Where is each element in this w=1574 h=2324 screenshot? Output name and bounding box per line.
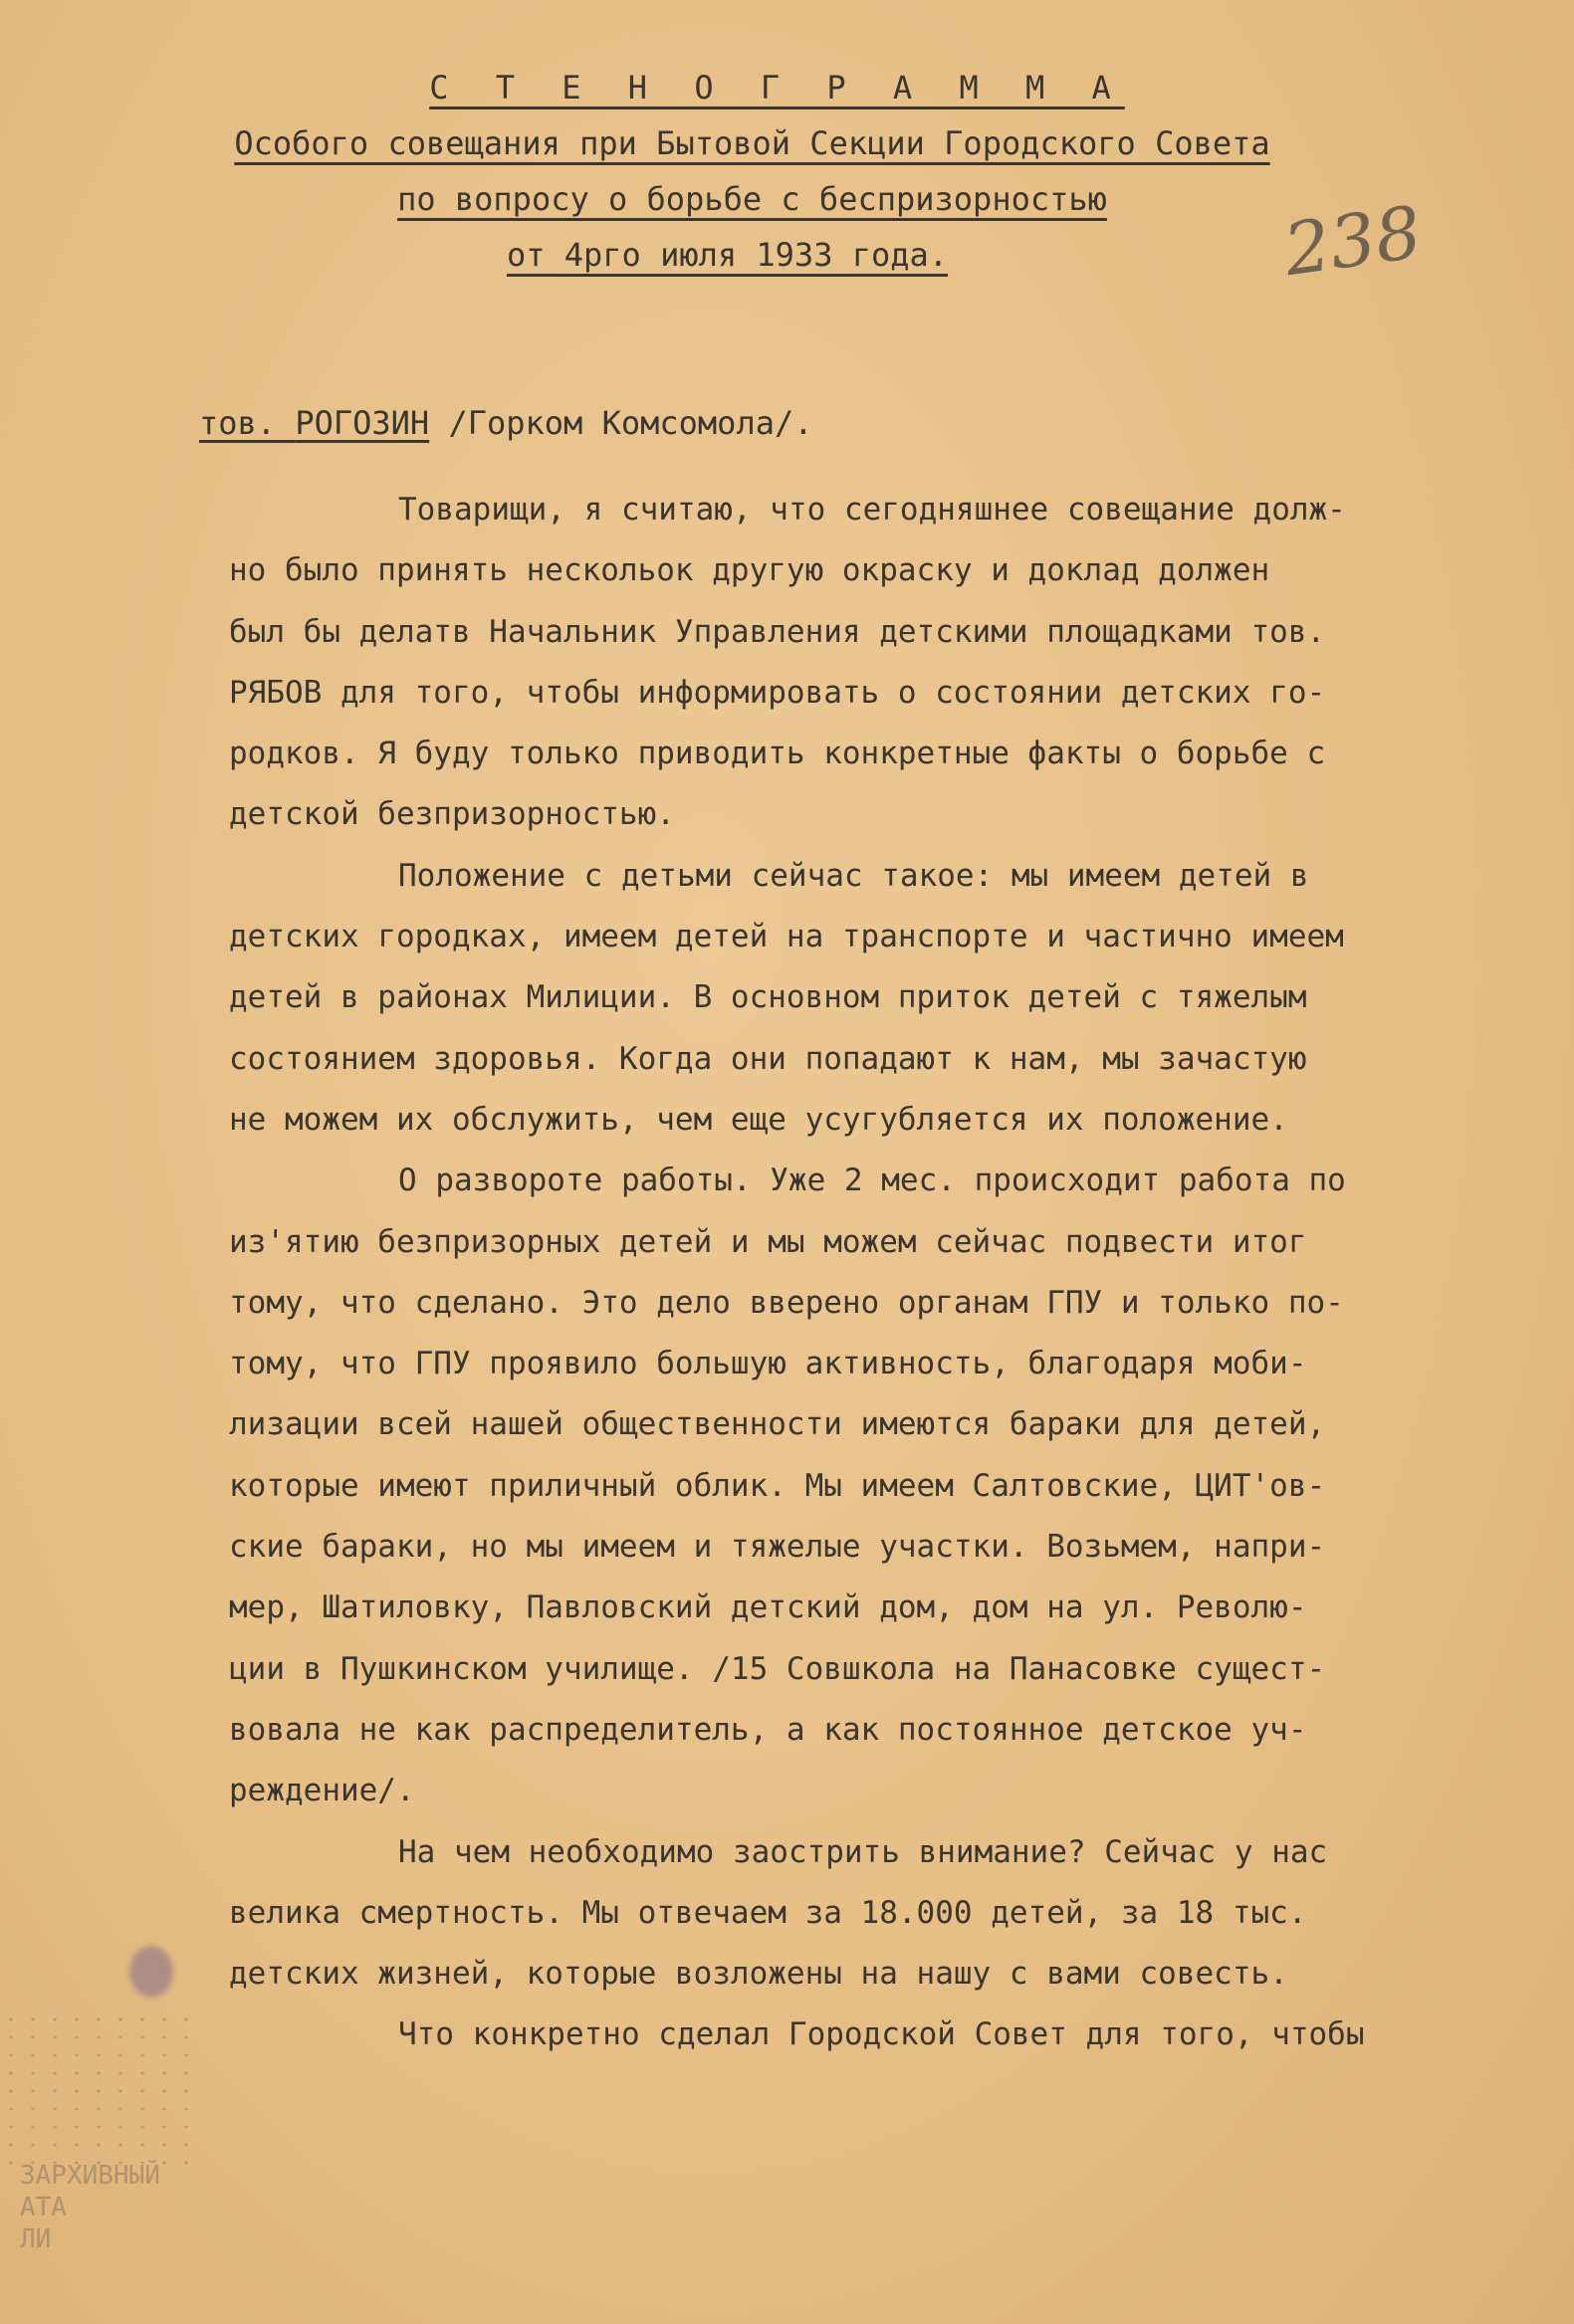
body-line: детей в районах Милиции. В основном приток детей с тяжелым [229, 979, 1307, 1016]
stamp-line: ЗАРХИВНЫЙ [20, 2161, 160, 2191]
body-line: которые имеют приличный облик. Мы имеем Салтовские, ЦИТ'ов- [229, 1467, 1326, 1504]
transcript-body [229, 480, 1543, 2066]
body-line: детских городках, имеем детей на транспорте и частично имеем [229, 919, 1344, 955]
body-line: ции в Пушкинском училище. /15 Совшкола на Панасовке сущест- [229, 1650, 1326, 1687]
document-date: от 4рго июля 1933 года. [506, 236, 949, 274]
document-subtitle-line-1: Особого совещания при Бытовой Секции Городского Совета [234, 124, 1270, 162]
body-line: детских жизней, которые возложены на нашу с вами совесть. [229, 1956, 1288, 1993]
body-line: мер, Шатиловку, Павловский детский дом, дом на ул. Револю- [229, 1589, 1307, 1626]
body-line: Положение с детьми сейчас такое: мы имеем детей в [398, 857, 1309, 894]
body-line: О развороте работы. Уже 2 мес. происходит работа по [398, 1162, 1346, 1199]
body-line: детской безпризорностью. [229, 796, 675, 833]
body-line: был бы делатв Начальник Управления детскими площадками тов. [229, 613, 1326, 650]
body-line: но было принять нескольок другую окраску и доклад должен [229, 552, 1270, 589]
document-subtitle-line-2: по вопросу о борьбе с беспризорностью [397, 180, 1107, 218]
speaker-prefix: тов. [199, 404, 277, 442]
body-line: тому, что сделано. Это дело вверено органам ГПУ и только по- [229, 1284, 1344, 1321]
body-line: Что конкретно сделал Городской Совет для того, чтобы [398, 2016, 1365, 2053]
body-line: из'ятию безпризорных детей и мы можем сейчас подвести итог [229, 1223, 1307, 1260]
document-title: С Т Е Н О Г Р А М М А [429, 69, 1125, 106]
handwritten-archive-number: 238 [1278, 189, 1427, 293]
ink-blot [129, 1946, 173, 1998]
body-line: На чем необходимо заострить внимание? Сейчас у нас [398, 1833, 1328, 1870]
body-line: РЯБОВ для того, чтобы информировать о состоянии детских го- [229, 674, 1326, 711]
body-line: лизации всей нашей общественности имеются бараки для детей, [229, 1406, 1326, 1443]
body-line: реждение/. [229, 1773, 415, 1809]
body-line: вовала не как распределитель, а как постоянное детское уч- [229, 1711, 1307, 1748]
speaker-affiliation: /Горком Комсомола/. [448, 404, 813, 442]
speaker-line [199, 398, 813, 448]
body-line: Товарищи, я считаю, что сегодняшнее совещание долж- [398, 492, 1346, 528]
speaker-surname: РОГОЗИН [295, 404, 430, 442]
archive-stamp-dots [0, 2010, 199, 2170]
body-line: велика смертность. Мы отвечаем за 18.000 детей, за 18 тыс. [229, 1894, 1307, 1931]
stamp-line: ЛИ [20, 2224, 52, 2254]
stamp-line: АТА [20, 2193, 67, 2222]
body-line: родков. Я буду только приводить конкретные факты о борьбе с [229, 736, 1326, 772]
speaker-name [199, 404, 429, 442]
body-line: не можем их обслужить, чем еще усугубляется их положение. [229, 1101, 1288, 1138]
archive-margin-stamp [20, 2160, 160, 2255]
body-line: тому, что ГПУ проявило большую активность, благодаря моби- [229, 1346, 1307, 1382]
body-line: ские бараки, но мы имеем и тяжелые участки. Возьмем, напри- [229, 1529, 1326, 1566]
body-line: состоянием здоровья. Когда они попадают к нам, мы зачастую [229, 1040, 1307, 1077]
